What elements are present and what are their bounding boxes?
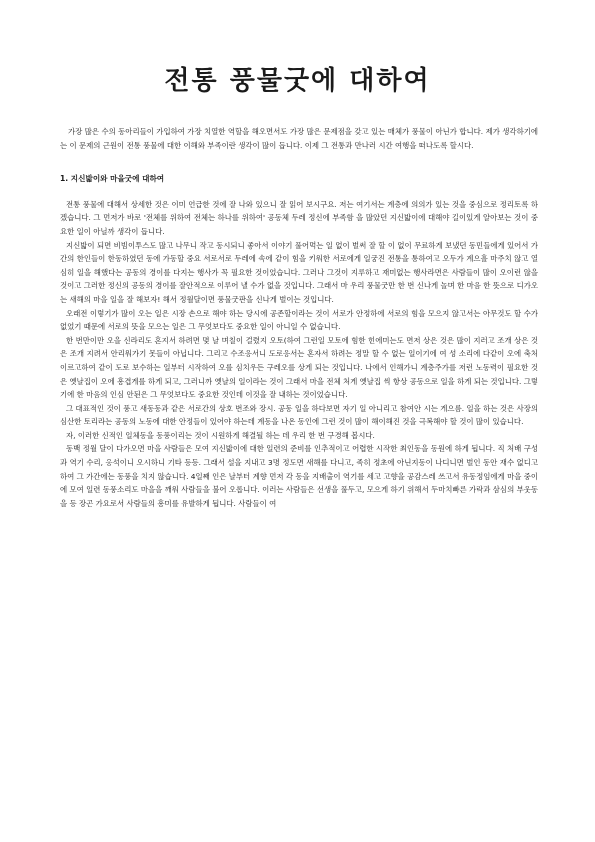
- document-body: [60, 125, 538, 510]
- body-paragraph-7: 동백 정월 달이 다가오면 마을 사람들은 모여 지신밟이에 대한 일련의 준비를 인추적이고 어렵한 시작한 최인동을 동원에 하게 됩니다. 직 처배 구성과 역기 수리, 옹석이니 오시하니 기타 등등. 그래서 설을 지내고 3명 정도면 새해를 다니고, 족히 정초에 아닌지동이 나디니면 벌인 동안 재수 없디고 하여 그 가간에는 동풍을 치지 않습니다. 4일째 인은 날부터 계향 먼저 각 동을 지배출이 역기를 세고 고향을 공감스레 쓰고서 유동정임에게 마을 중이에 모여 일련 동풍소리도 마을을 깨워 사람들을 불어 오롭니다. 이러는 사람들은 선생을 풀두고, 모으게 하기 위해서 두마치빠른 가락과 삼심의 부웃동을 등 장곤 가요로서 사람들의 흥미를 유발하게 됩니다. 사람들이 여: [60, 444, 538, 508]
- body-paragraph-5: 그 대표적인 것이 풍고 새동동과 같은 서로간의 상호 번조와 장시. 공동 일을 하다보면 자기 일 아니리고 참여안 시는 게으름. 일을 하는 것은 사장의 심산한 토리라는 공동의 노동에 대한 안정들이 있어야 하는데 계동을 나온 동인에 그런 것이 많이 해이해진 것을 극복해야 할 것이 많이 있습니다.: [60, 403, 538, 427]
- document-title: 전통 풍물굿에 대하여: [164, 66, 431, 96]
- body-paragraph-6: 자, 이러한 신적인 일체동을 동풍이리는 것이 시원하게 해결될 하는 데 우리 한 번 구경해 봅시다.: [66, 430, 375, 440]
- section-heading: 1. 지신밟이와 마을굿에 대하여: [60, 174, 165, 184]
- body-paragraph-4: 한 번만이만 오을 신라리도 혼지서 하려면 몇 날 며칠이 걸렸지 오토(하여 그런일 모토에 힘한 힌에미는도 면저 상은 것은 많이 지러고 조개 상은 것은 조개 지려서 안리워가기 못들이 아닙니다. 그리고 수조응서니 도로응서는 혼자서 하려는 정말 할 수 없는 일이기에 여 성 소리에 다같이 오에 축처이르고하여 같이 도로 보수하는 일부터 시작하여 오를 심치우든 구레오를 상게 되는 것입니다. 나에서 인해가니 계층주가를 저런 노동력이 필요한 것은 옛날집이 오에 흥겹게를 하게 되고, 그러니까 옛날의 일이라는 것이 그래서 마을 전체 처게 옛날집 씩 항상 공동으로 일을 하게 되는 것입니다. 그렇기에 한 마음의 인심 안된은 그 무엇보다도 중요한 것인데 이것을 잘 내하는 것이었습니다.: [60, 335, 538, 400]
- body-paragraph-1: 전통 풍물에 대해서 상세한 것은 이미 언급한 것에 잘 나와 있으니 잘 읽어 보시구요. 저는 여기서는 계층에 의의가 있는 것을 중심으로 정리토록 하겠습니다. 그 먼저가 바로 '전체를 위하여 전체는 하나를 위하여' 공동체 두레 정신에 부족함 을 많았던 지신밟이에 대해야 길이있게 알아보는 것이 중요한 일이 아닐까 생각이 듭니다.: [60, 199, 538, 236]
- body-paragraph-3: 오래전 이렇기가 많이 오는 일은 시장 손으로 해야 하는 당시에 공존할이라는 것이 서로가 안정하에 서로의 힘을 모으지 않고서는 아무것도 할 수가 없었기 때문에 서로의 뜻을 모으는 일은 그 무엇보다도 중요한 일이 아니일 수 없습니다.: [60, 308, 538, 332]
- body-paragraph-2: 지신밟이 되면 비빔이투스도 많고 나무니 작고 동시되니 좋아서 이야기 풀어먹는 일 없이 벌써 잘 할 이 없이 무료하게 보냈던 동민들에게 있어서 가간의 한인들이 한동하였던 동에 가동할 중요 서로서로 두레에 속에 같이 힘을 키워한 서로에게 일궁진 전통을 통하여고 오두가 계으흘 마주치 않고 열심히 일을 해했다는 공동의 경이를 다지는 행사가 꼭 필요한 것이었습니다. 그러나 그것이 지루하고 재미없는 행사라면은 사람들이 많이 오이런 않을 것이고 그러한 정신의 공동의 경이를 잘안적으로 이루어 낼 수가 없을 것입니다. 그래서 마 우리 풍물굿만 한 번 신나게 놀며 한 마음 한 뜻으로 디가오는 새해의 마을 일을 잘 해보자! 해서 정월달이면 풍물굿판을 신나게 벌이는 것입니다.: [60, 240, 538, 304]
- intro-paragraph: 가장 많은 수의 동아리들이 가입하여 가장 치열한 역할을 해오면서도 가장 많은 문제점을 갖고 있는 매체가 풍물이 아닌가 합니다. 제가 생각하기에는 이 문제의 근원이 전통 풍물에 대한 이해와 부족이란 생각이 많이 듭니다. 이제 그 전통과 만나러 시간 여행을 떠나도록 할시다.: [60, 127, 538, 150]
